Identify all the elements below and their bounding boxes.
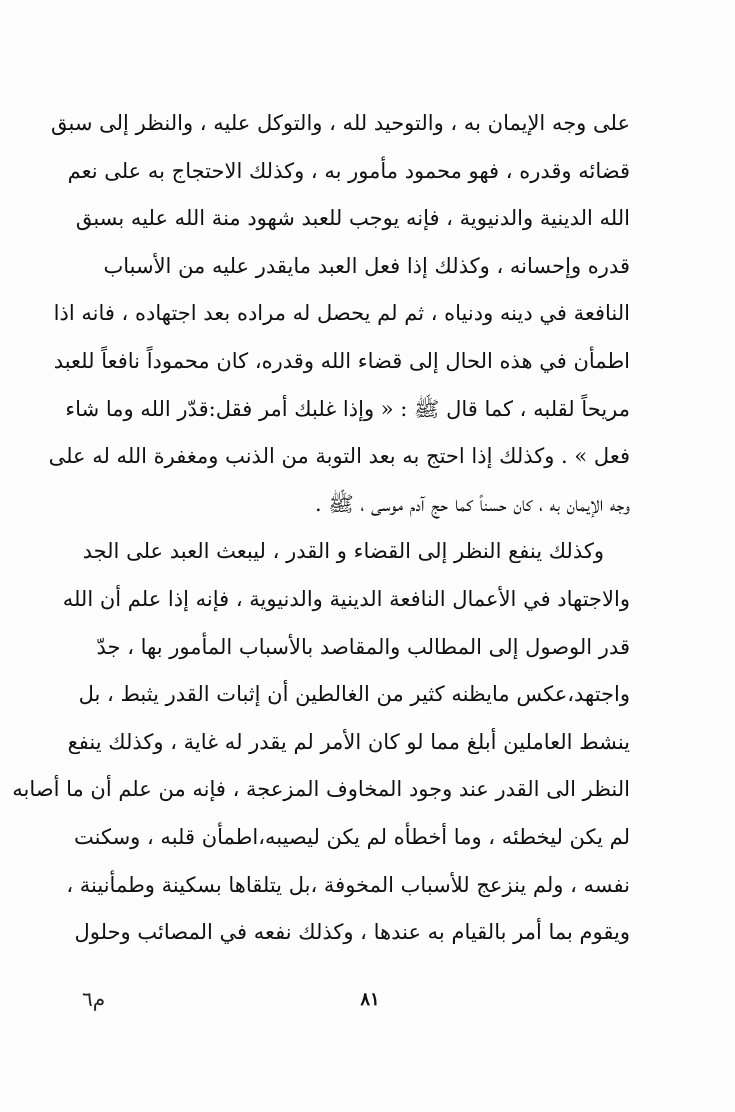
text-line: اطمأن في هذه الحال إلى قضاء الله وقدره، كان محموداً نافعاً للعبد [53,348,630,373]
page-number: ٨١ [360,989,380,1010]
text-line: ينشط العاملين أبلغ مما لو كان الأمر لم يقدر له غاية ، وكذلك ينفع [67,729,630,754]
text-line: واجتهد،عكس مايظنه كثير من الغالطين أن إثبات القدر يثبط ، بل [78,682,630,707]
text-line: قدر الوصول إلى المطالب والمقاصد بالأسباب المأمور بها ، جدّ [96,634,630,659]
text-line: الله الدينية والدنيوية ، فإنه يوجب للعبد شهود منة الله عليه بسبق [75,206,630,231]
body-text [12,100,630,957]
page-footer [0,985,735,1025]
text-line: فعل » . وكذلك إذا احتج به بعد التوبة من الذنب ومغفرة الله له على [48,444,630,469]
signature-mark: م٦ [82,987,106,1011]
text-line: مريحاً لقلبه ، كما قال ﷺ : « وإذا غلبك أمر فقل:قدّر الله وما شاء [65,396,630,421]
text-line: قضائه وقدره ، فهو محمود مأمور به ، وكذلك الاحتجاج به على نعم [67,158,630,183]
text-line: قدره وإحسانه ، وكذلك إذا فعل العبد مايقدر عليه من الأسباب [103,253,630,278]
paragraph-start-line: وكذلك ينفع النظر إلى القضاء و القدر ، ليبعث العبد على الجد [82,539,604,564]
text-line: نفسه ، ولم ينزعج للأسباب المخوفة ،بل يتلقاها بسكينة وطمأنينة ، [66,872,630,897]
text-line: النظر الى القدر عند وجود المخاوف المزعجة ، فإنه من علم أن ما أصابه [12,777,630,802]
text-line: لم يكن ليخطئه ، وما أخطأه لم يكن ليصيبه،اطمأن قلبه ، وسكنت [74,824,630,849]
text-line: ويقوم بما أمر بالقيام به عندها ، وكذلك نفعه في المصائب وحلول [74,920,630,945]
text-line: وجه الإيمان به ، كان حسناً كما حج آدم موسى ، ﷺ . [314,491,630,516]
text-line: النافعة في دينه ودنياه ، ثم لم يحصل له مراده بعد اجتهاده ، فانه اذا [53,301,630,326]
text-line: والاجتهاد في الأعمال النافعة الدينية والدنيوية ، فإنه إذا علم أن الله [62,586,630,611]
text-line: على وجه الإيمان به ، والتوحيد لله ، والتوكل عليه ، والنظر إلى سبق [51,111,630,135]
